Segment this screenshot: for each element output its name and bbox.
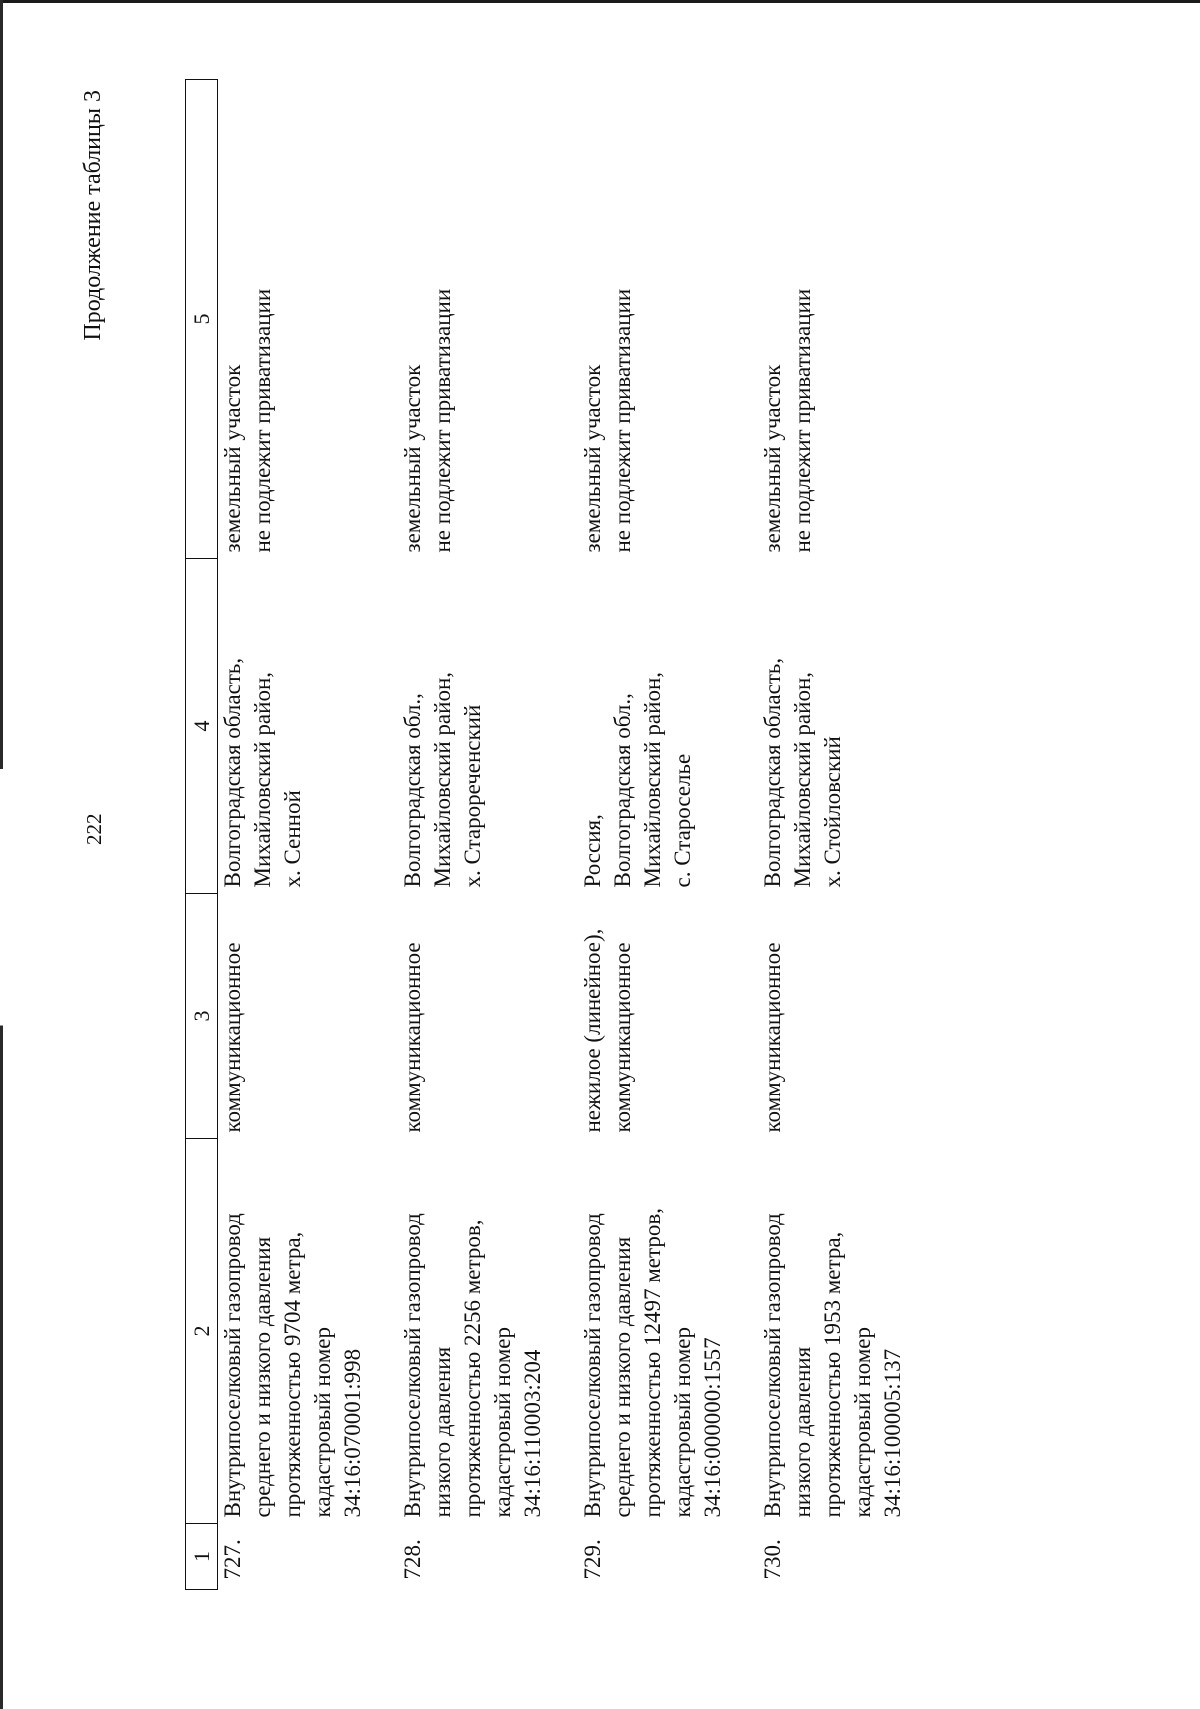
text-line: 34:16:110003:204 <box>520 1349 545 1518</box>
text-line: земельный участок <box>400 364 425 553</box>
text-line: х. Старореченский <box>460 704 485 888</box>
text-line: Михайловский район, <box>250 671 275 888</box>
text-line: 34:16:070001:998 <box>340 1348 365 1518</box>
text-line: низкого давления <box>790 1346 815 1518</box>
text-line: кадастровый номер <box>490 1327 515 1518</box>
column-header: 5 <box>186 80 218 559</box>
object-status <box>578 80 758 559</box>
row-number: 727. <box>220 1539 245 1580</box>
text-line: коммуникационное <box>220 942 245 1133</box>
object-address <box>398 559 578 894</box>
table-row <box>218 80 399 1590</box>
text-line: не подлежит приватизации <box>250 288 275 553</box>
text-line: среднего и низкого давления <box>610 1236 635 1518</box>
object-description <box>758 1139 938 1524</box>
registry-table <box>185 79 938 1590</box>
text-line: 34:16:100005:137 <box>880 1348 905 1518</box>
text-line: Внутрипоселковый газопровод <box>400 1213 425 1518</box>
text-line: Волгоградская обл., <box>610 693 635 888</box>
object-address <box>758 559 938 894</box>
scan-edge-left <box>0 0 3 1709</box>
text-line: нежилое (линейное), <box>580 928 605 1133</box>
text-line: не подлежит приватизации <box>790 288 815 553</box>
object-purpose <box>398 894 578 1139</box>
text-line: коммуникационное <box>610 942 635 1133</box>
text-line: Волгоградская обл., <box>400 693 425 888</box>
text-line: коммуникационное <box>400 942 425 1133</box>
text-line: коммуникационное <box>760 942 785 1133</box>
text-line: Михайловский район, <box>430 671 455 888</box>
text-line: протяженностью 2256 метров, <box>460 1219 485 1518</box>
column-header: 1 <box>186 1524 218 1590</box>
text-line: Внутрипоселковый газопровод <box>220 1213 245 1518</box>
row-number: 730. <box>760 1539 785 1580</box>
rotated-page <box>80 80 1120 1590</box>
text-line: Внутрипоселковый газопровод <box>760 1213 785 1518</box>
column-header: 2 <box>186 1139 218 1524</box>
object-description <box>218 1139 399 1524</box>
text-line: не подлежит приватизации <box>610 288 635 553</box>
row-number: 729. <box>580 1539 605 1580</box>
object-status <box>398 80 578 559</box>
text-line: с. Староселье <box>670 753 695 888</box>
object-purpose <box>758 894 938 1139</box>
table-row <box>578 80 758 1590</box>
object-purpose <box>218 894 399 1139</box>
text-line: земельный участок <box>220 364 245 553</box>
text-line: Волгоградская область, <box>220 657 245 888</box>
text-line: Михайловский район, <box>640 671 665 888</box>
object-address <box>218 559 399 894</box>
text-line: 34:16:000000:1557 <box>700 1337 725 1518</box>
object-description <box>578 1139 758 1524</box>
table-row <box>398 80 578 1590</box>
text-line: земельный участок <box>760 364 785 553</box>
text-line: земельный участок <box>580 364 605 553</box>
text-line: не подлежит приватизации <box>430 288 455 553</box>
object-purpose <box>578 894 758 1139</box>
text-line: протяженностью 1953 метра, <box>820 1231 845 1518</box>
header-row <box>186 80 218 1590</box>
text-line: протяженностью 9704 метра, <box>280 1231 305 1518</box>
text-line: протяженностью 12497 метров, <box>640 1208 665 1518</box>
text-line: кадастровый номер <box>850 1327 875 1518</box>
page-number: 222 <box>82 813 106 845</box>
text-line: х. Стойловский <box>820 736 845 888</box>
table-continuation-caption: Продолжение таблицы 3 <box>80 90 106 341</box>
object-description <box>398 1139 578 1524</box>
text-line: Внутрипоселковый газопровод <box>580 1213 605 1518</box>
row-number: 728. <box>400 1539 425 1580</box>
object-status <box>758 80 938 559</box>
object-status <box>218 80 399 559</box>
text-line: Михайловский район, <box>790 671 815 888</box>
object-address <box>578 559 758 894</box>
table-row <box>758 80 938 1590</box>
scan-edge-top <box>0 0 1200 3</box>
text-line: кадастровый номер <box>310 1327 335 1518</box>
text-line: Россия, <box>580 814 605 888</box>
text-line: кадастровый номер <box>670 1327 695 1518</box>
column-header: 4 <box>186 559 218 894</box>
text-line: низкого давления <box>430 1346 455 1518</box>
text-line: Волгоградская область, <box>760 657 785 888</box>
column-header: 3 <box>186 894 218 1139</box>
text-line: среднего и низкого давления <box>250 1236 275 1518</box>
text-line: х. Сенной <box>280 790 305 888</box>
